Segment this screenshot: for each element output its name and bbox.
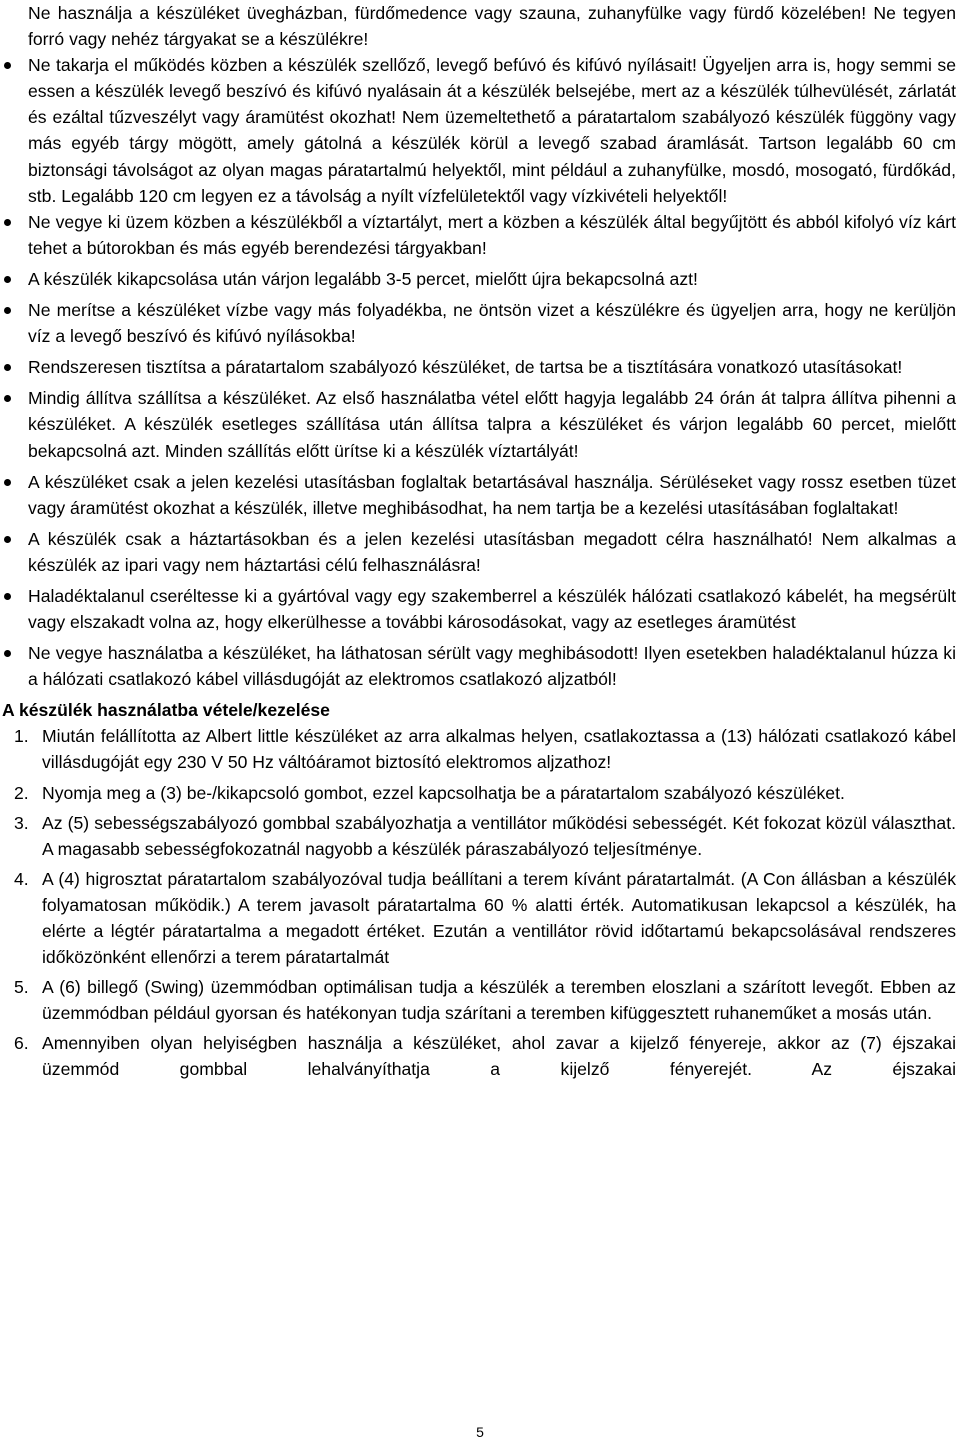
step-number: 5. <box>14 977 29 998</box>
step-item <box>14 1030 956 1082</box>
usage-steps-list <box>14 723 956 1082</box>
bullet-item <box>28 640 956 692</box>
step-item <box>14 974 956 1026</box>
step-number: 4. <box>14 868 29 889</box>
step-item <box>14 866 956 970</box>
bullet-marker-icon <box>4 650 11 657</box>
bullet-text: Haladéktalanul cseréltesse ki a gyártóval vagy egy szakemberrel a készülék hálózati csatlakozó kábelét, ha megsérült vagy elszakadt volna az, hogy elkerülhesse a további károsodásokat, vagy az esetleges áramütést <box>28 585 956 633</box>
step-number: 3. <box>14 812 29 833</box>
step-text: A (6) billegő (Swing) üzemmódban optimálisan tudja a készülék a teremben eloszlani a szárított levegőt. Ebben az üzemmódban például gyorsan és hatékonyan tudja szárítani a teremben kifüggesztett ruhaneműket a mosás után. <box>42 977 956 1024</box>
bullet-text: Mindig állítva szállítsa a készüléket. Az első használatba vétel előtt hagyja legalább 24 órán át talpra állítva pihenni a készüléket. A készülék esetleges szállítása után állítsa talpra a készüléket és várjon legalább 60 percet, mielőtt bekapcsolná azt. Minden szállítás előtt ürítse ki a készülék víztartályát! <box>28 388 956 461</box>
step-text: Amennyiben olyan helyiségben használja a készüléket, ahol zavar a kijelző fényereje, akkor az (7) éjszakai üzemmód gombbal lehalványíthatja a kijelző fényerejét. Az éjszakai <box>42 1033 956 1080</box>
bullet-text: A készüléket csak a jelen kezelési utasításban foglaltak betartásával használja. Sérüléseket vagy rossz esetben tüzet vagy áramütést okozhat a készülék, illetve meghibásodhat, ha nem tartja be a kezelési utasításában foglaltakat! <box>28 471 956 518</box>
step-number: 1. <box>14 726 29 747</box>
bullet-text: Ne vegye ki üzem közben a készülékből a víztartályt, mert a közben a készülék által begyűjtött és abból kifolyó víz kárt tehet a bútorokban és más egyéb berendezési tárgyakban! <box>28 211 956 258</box>
bullet-text: Ne használja a készüléket üvegházban, fürdőmedence vagy szauna, zuhanyfülke vagy fürdő közelében! Ne tegyen forró vagy nehéz tárgyakat se a készülékre! <box>28 3 956 50</box>
step-text: Miután felállította az Albert little készüléket az arra alkalmas helyen, csatlakoztassa a (13) hálózati csatlakozó kábel villásdugóját egy 230 V 50 Hz váltóáramot biztosító elektromos aljzathoz! <box>42 726 956 773</box>
bullet-text: Rendszeresen tisztítsa a páratartalom szabályozó készüléket, de tartsa be a tisztítására vonatkozó utasításokat! <box>28 357 903 378</box>
bullet-item-continued <box>28 0 956 52</box>
bullet-marker-icon <box>4 536 11 543</box>
bullet-text: A készülék kikapcsolása után várjon legalább 3-5 percet, mielőtt újra bekapcsolná azt! <box>28 268 698 289</box>
bullet-text: Ne vegye használatba a készüléket, ha láthatosan sérült vagy meghibásodott! Ilyen esetekben haladéktalanul húzza ki a hálózati csatlakozó kábel villásdugóját az elektromos csatlakozó aljzatból! <box>28 643 956 690</box>
step-number: 6. <box>14 1033 29 1054</box>
bullet-item <box>28 209 956 261</box>
bullet-item <box>28 469 956 521</box>
safety-bullet-list <box>28 0 956 692</box>
bullet-item <box>28 583 956 635</box>
bullet-marker-icon <box>4 395 11 402</box>
bullet-item <box>28 266 956 292</box>
bullet-item <box>28 354 956 380</box>
bullet-item <box>28 297 956 349</box>
bullet-item <box>28 526 956 578</box>
step-item <box>14 810 956 862</box>
step-text: Az (5) sebességszabályozó gombbal szabályozhatja a ventillátor működési sebességét. Két fokozat közül választhat. A magasabb sebességfokozatnál nagyobb a készülék páraszabályozó teljesítménye. <box>42 812 956 859</box>
bullet-marker-icon <box>4 62 11 69</box>
page-number: 5 <box>476 1424 484 1440</box>
step-number: 2. <box>14 782 29 803</box>
step-item <box>14 780 956 806</box>
bullet-marker-icon <box>4 364 11 371</box>
bullet-marker-icon <box>4 276 11 283</box>
bullet-text: Ne merítse a készüléket vízbe vagy más folyadékba, ne öntsön vizet a készülékre és ügyeljen arra, hogy ne kerüljön víz a levegő beszívó és kifúvó nyílásokba! <box>28 300 956 347</box>
bullet-marker-icon <box>4 307 11 314</box>
section-heading: A készülék használatba vétele/kezelése <box>2 700 330 721</box>
bullet-marker-icon <box>4 479 11 486</box>
step-text: A (4) higrosztat páratartalom szabályozóval tudja beállítani a terem kívánt páratartalmát. (A Con állásban a készülék folyamatosan működik.) A terem javasolt páratartalma 60 % alatti érték. Automatikusan lekapcsol a készülék, ha elérte a légtér páratartalma a megadott értéket. Ezután a ventillátor rövid időtartamú bekapcsolásával rendszeres időközönként ellenőrzi a terem páratartalmát <box>42 868 956 968</box>
bullet-item <box>28 385 956 463</box>
step-item <box>14 723 956 775</box>
step-text: Nyomja meg a (3) be-/kikapcsoló gombot, ezzel kapcsolhatja be a páratartalom szabályozó készüléket. <box>42 782 845 803</box>
bullet-marker-icon <box>4 593 11 600</box>
bullet-text: A készülék csak a háztartásokban és a jelen kezelési utasításban megadott célra használható! Nem alkalmas a készülék az ipari vagy nem háztartási célú felhasználásra! <box>28 528 956 575</box>
bullet-marker-icon <box>4 219 11 226</box>
bullet-item <box>28 52 956 209</box>
page-content <box>2 0 956 1087</box>
bullet-text: Ne takarja el működés közben a készülék szellőző, levegő befúvó és kifúvó nyílásait! Ügyeljen arra is, hogy semmi se essen a készülék levegő beszívó és kifúvó nyalásain át a készülék belsejébe, mert az a készülék túlhevülését, zárlatát és ezáltal tűzveszélyt vagy áramütést okozhat! Nem üzemeltethető a páratartalom szabályozó készülék függöny vagy más egyéb tárgy mögött, amely gátolná a készülék körül a levegő szabad áramlását. Tartson legalább 60 cm biztonsági távolságot az olyan magas páratartalmú helyektől, mint például a zuhanyfülke, mosdó, mosogató, fürdőkád, stb. Legalább 120 cm legyen ez a távolság a nyílt vízfelületektől vagy vízkivételi helyektől! <box>28 55 956 206</box>
